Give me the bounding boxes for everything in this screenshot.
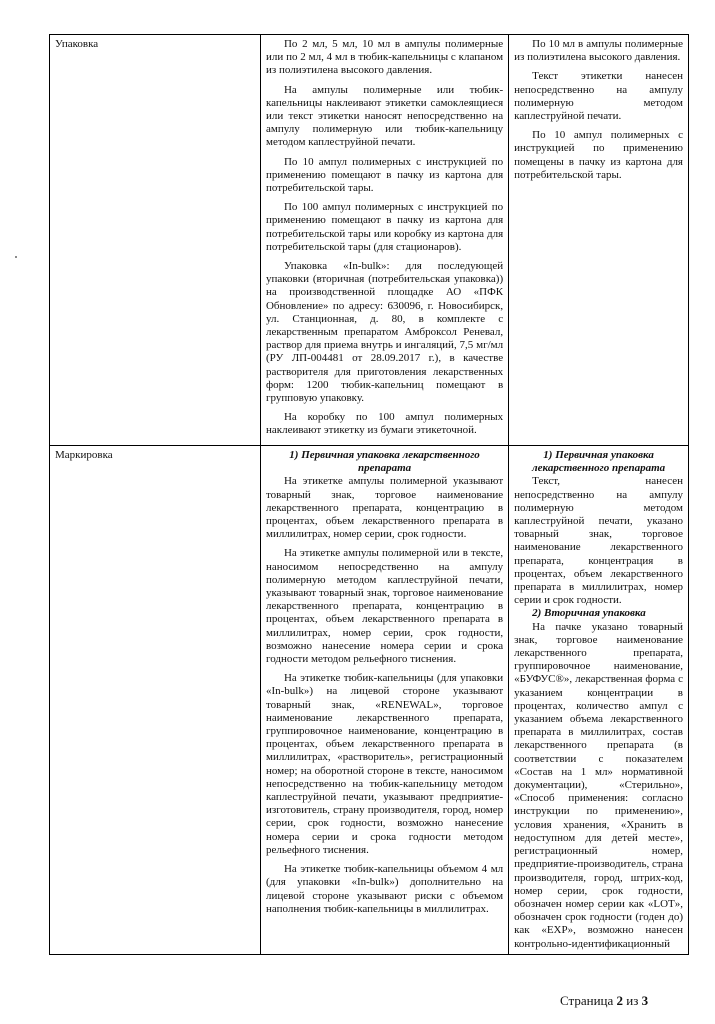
section-heading: 1) Первичная упаковка лекарственного препарата <box>532 449 666 475</box>
table-row-packaging <box>50 35 689 446</box>
paragraph: По 10 ампул полимерных с инструкцией по применению помещены в пачку из картона для потребительской тары. <box>514 129 683 181</box>
paragraph: Текст этикетки нанесен непосредственно на ампулу полимерную методом каплеструйной печати. <box>514 70 683 123</box>
paragraph: На ампулы полимерные или тюбик-капельницы наклеивают этикетки самоклеящиеся или текст этикетки наносят непосредственно на ампулу полимерную или тюбик-капельницу методом каплеструйной печати. <box>265 83 504 149</box>
paragraph: По 100 ампул полимерных с инструкцией по применению помещают в пачку из картона для потребительской тары или коробку из картона для потребительской тары (для стационаров). <box>265 201 504 253</box>
table-row-labeling <box>50 446 689 955</box>
scan-speck <box>15 256 17 258</box>
proposed-cell <box>260 446 508 955</box>
section-heading: 2) Вторичная упаковка <box>532 607 646 620</box>
paragraph: На этикетке ампулы полимерной указывают товарный знак, торговое наименование лекарственного препарата, концентрацию в процентах, объем лекарственного препарата в миллилитрах, номер серии, срок годности. <box>265 475 504 541</box>
paragraph: На этикетке тюбик-капельницы (для упаковки «In-bulk») на лицевой стороне указывают товарный знак, «RENEWAL», торговое наименование лекарственного препарата, группировочное наименование, концентрацию в процентах, объем лекарственного препарата в миллилитрах, «растворитель», регистрационный номер; на оборотной стороне в тексте, наносимом непосредственно на тюбик-капельницу методом каплеструйной печати, указывают предприятие-изготовитель, страну производителя, город, номер серии, срок годности, возможно нанесение номера серии и срока годности методом рельефного тиснения. <box>265 672 504 856</box>
row-label: Упаковка <box>55 38 99 50</box>
registration-table <box>49 34 689 955</box>
section-heading: 1) Первичная упаковка лекарственного препарата <box>289 449 480 475</box>
paragraph: На этикетке тюбик-капельницы объемом 4 мл (для упаковки «In-bulk») дополнительно на лицевой стороне указывают риски с объемом наполнения тюбик-капельницы в миллилитрах. <box>265 863 504 915</box>
current-cell <box>509 35 689 446</box>
page-number <box>560 993 648 1009</box>
paragraph: По 10 ампул полимерных с инструкцией по применению помещают в пачку из картона для потребительской тары. <box>265 155 504 195</box>
paragraph: На пачке указано товарный знак, торговое наименование лекарственного препарата, группировочное наименование, «БУФУС®», лекарственная форма с указанием концентрации в процентах, количество ампул с указанием объема лекарственного препарата в миллилитрах, состав лекарственного препарата (в соответствии с показателем «Состав на 1 мл» нормативной документации), «Стерильно», «Способ применения: согласно инструкции по применению», условия хранения, «Хранить в недоступном для детей месте», регистрационный номер, предприятие-производитель, страна производителя, город, штрих-код, номер серии, срок годности, обозначен номер серии как «LOT», обозначен срок годности (годен до) как «EXP», возможно нанесен контрольно-идентификационный <box>514 620 684 950</box>
paragraph: По 2 мл, 5 мл, 10 мл в ампулы полимерные или по 2 мл, 4 мл в тюбик-капельницы с клапаном из полиэтилена высокого давления. <box>265 38 504 77</box>
page-of: из <box>623 993 642 1008</box>
page-prefix: Страница <box>560 993 617 1008</box>
paragraph: Текст, нанесен непосредственно на ампулу полимерную методом каплеструйной печати, указано товарный знак, торговое наименование лекарственного препарата, концентрация в процентах, объем лекарственного препарата в миллилитрах, номер серии и срок годности. <box>514 475 683 607</box>
paragraph: Упаковка «In-bulk»: для последующей упаковки (вторичная (потребительская упаковка)) на производственной площадке АО «ПФК Обновление» по адресу: 630096, г. Новосибирск, ул. Станционная, д. 80, в комплекте с лекарственным препаратом Амброксол Реневал, раствор для приема внутрь и ингаляций, 7,5 мг/мл (РУ ЛП-004481 от 28.09.2017 г.), в качестве растворителя для приготовления лекарственных форм: 1200 тюбик-капельниц помещают в групповую упаковку. <box>265 260 504 405</box>
paragraph: На коробку по 100 ампул полимерных наклеивают этикетку из бумаги этикеточной. <box>265 411 504 437</box>
paragraph: На этикетке ампулы полимерной или в тексте, наносимом непосредственно на ампулу полимерную методом каплеструйной печати, указывают товарный знак, торговое наименование лекарственного препарата, концентрацию в процентах, объем лекарственного препарата в миллилитрах, номер серии, срок годности, возможно нанесение номера серии и срока годности методом рельефного тиснения. <box>265 547 504 666</box>
current-cell <box>509 446 689 955</box>
current-page: 2 <box>616 993 624 1008</box>
label-cell <box>50 446 261 955</box>
label-cell <box>50 35 261 446</box>
paragraph: По 10 мл в ампулы полимерные из полиэтилена высокого давления. <box>514 38 683 64</box>
proposed-cell <box>260 35 508 446</box>
total-pages: 3 <box>641 993 649 1008</box>
row-label: Маркировка <box>55 449 113 461</box>
